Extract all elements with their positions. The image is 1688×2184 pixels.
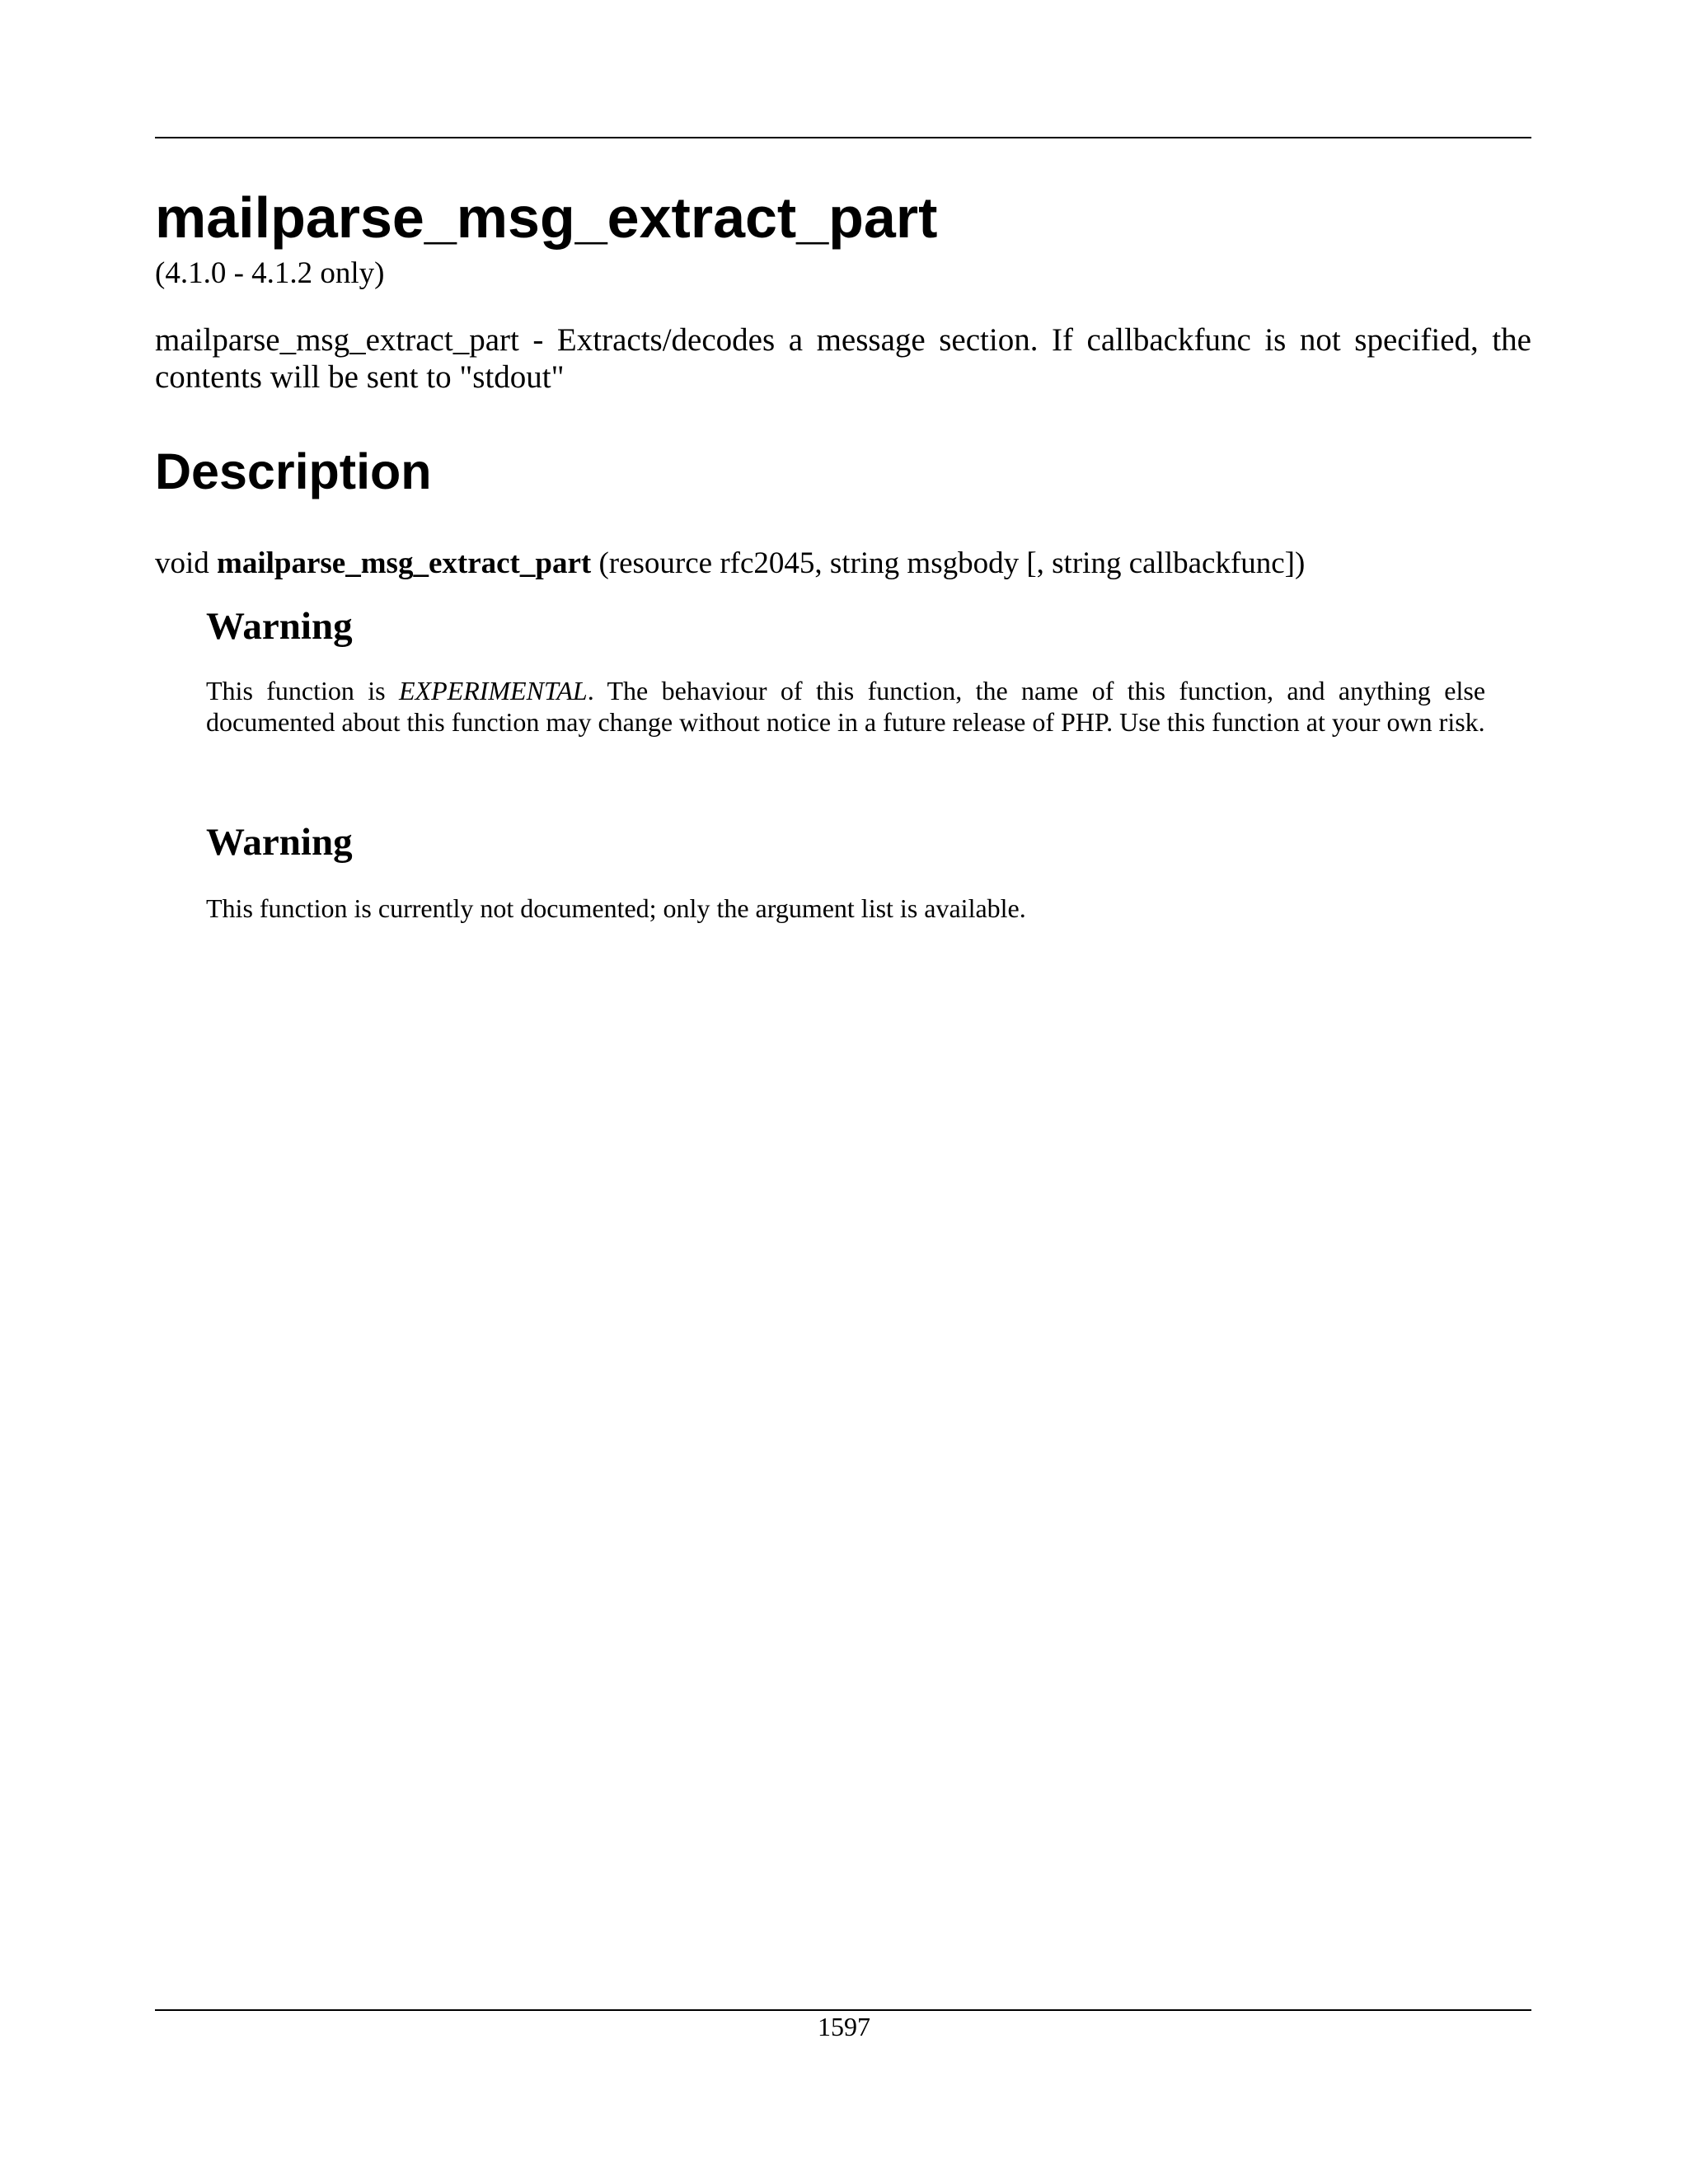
page-number: 1597 (818, 2012, 870, 2041)
synopsis-return-type: void (155, 546, 209, 580)
function-synopsis (155, 546, 1305, 582)
undocumented-warning-title: Warning (206, 821, 353, 864)
description-heading: Description (155, 443, 432, 499)
warning-text-before: This function is (206, 676, 386, 705)
warning-text-after: . The behaviour of this function, the name of this function, and anything else documented about this function may change without notice in a future release of PHP. Use this function at your own risk. (206, 676, 1486, 737)
header-rule (155, 137, 1531, 138)
version-info: (4.1.0 - 4.1.2 only) (155, 256, 385, 290)
experimental-warning-text (206, 676, 1485, 738)
experimental-warning-title: Warning (206, 605, 353, 648)
synopsis-function-name: mailparse_msg_extract_part (217, 546, 592, 580)
page-title: mailparse_msg_extract_part (155, 185, 938, 250)
experimental-emphasis: EXPERIMENTAL (399, 676, 588, 705)
function-purpose: mailparse_msg_extract_part - Extracts/decodes a message section. If callbackfunc is not specified, the contents will be sent to "stdout" (155, 322, 1531, 396)
synopsis-parameters: (resource rfc2045, string msgbody [, string callbackfunc]) (598, 546, 1306, 580)
undocumented-warning-text: This function is currently not documented; only the argument list is available. (206, 893, 1026, 923)
